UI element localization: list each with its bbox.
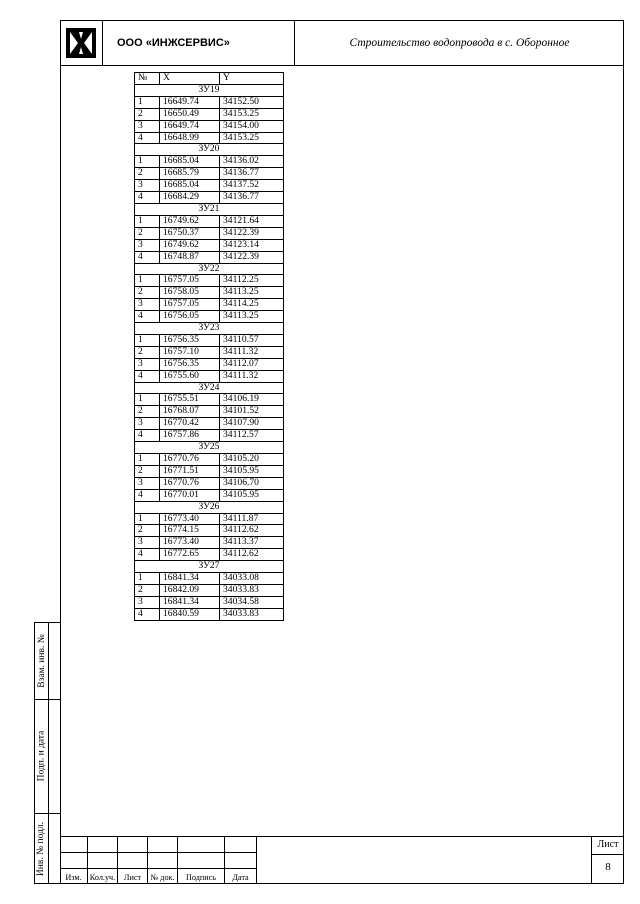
x-coordinate-cell: 16842.09 xyxy=(160,584,220,596)
stamp-col-data xyxy=(225,837,257,884)
table-row xyxy=(135,549,284,561)
point-number-cell: 1 xyxy=(135,275,160,287)
point-number-cell: 2 xyxy=(135,287,160,299)
group-title: ЗУ23 xyxy=(135,323,284,335)
y-coordinate-cell: 34112.07 xyxy=(220,358,284,370)
x-coordinate-cell: 16685.04 xyxy=(160,180,220,192)
point-number-cell: 2 xyxy=(135,346,160,358)
point-number-cell: 2 xyxy=(135,227,160,239)
sheet-label: Лист xyxy=(592,839,624,855)
point-number-cell: 3 xyxy=(135,299,160,311)
table-group-row xyxy=(135,501,284,513)
y-coordinate-cell: 34112.57 xyxy=(220,430,284,442)
x-coordinate-cell: 16649.74 xyxy=(160,120,220,132)
point-number-cell: 4 xyxy=(135,251,160,263)
column-header-y: Y xyxy=(220,73,284,85)
y-coordinate-cell: 34111.32 xyxy=(220,346,284,358)
y-coordinate-cell: 34112.62 xyxy=(220,525,284,537)
y-coordinate-cell: 34033.83 xyxy=(220,608,284,620)
y-coordinate-cell: 34033.08 xyxy=(220,573,284,585)
point-number-cell: 4 xyxy=(135,608,160,620)
sheet-number-box xyxy=(591,837,624,884)
point-number-cell: 2 xyxy=(135,525,160,537)
point-number-cell: 3 xyxy=(135,239,160,251)
table-row xyxy=(135,394,284,406)
group-title: ЗУ26 xyxy=(135,501,284,513)
y-coordinate-cell: 34111.32 xyxy=(220,370,284,382)
table-group-row xyxy=(135,323,284,335)
point-number-cell: 3 xyxy=(135,537,160,549)
table-group-row xyxy=(135,561,284,573)
side-label-podp xyxy=(35,699,48,813)
table-row xyxy=(135,465,284,477)
side-label-podp-text: Подп. и дата xyxy=(36,730,47,782)
stamp-label-izm: Изм. xyxy=(65,873,82,882)
point-number-cell: 4 xyxy=(135,192,160,204)
sheet-number: 8 xyxy=(605,861,611,873)
table-row xyxy=(135,346,284,358)
point-number-cell: 1 xyxy=(135,215,160,227)
table-row xyxy=(135,227,284,239)
x-coordinate-cell: 16771.51 xyxy=(160,465,220,477)
stamp-row-line xyxy=(60,852,257,853)
stamp-col-podpis xyxy=(178,837,225,884)
point-number-cell: 3 xyxy=(135,120,160,132)
table-row xyxy=(135,215,284,227)
table-row xyxy=(135,120,284,132)
table-group-row xyxy=(135,263,284,275)
x-coordinate-cell: 16770.01 xyxy=(160,489,220,501)
x-coordinate-cell: 16774.15 xyxy=(160,525,220,537)
y-coordinate-cell: 34121.64 xyxy=(220,215,284,227)
x-coordinate-cell: 16749.62 xyxy=(160,215,220,227)
table-row xyxy=(135,96,284,108)
side-label-vzam xyxy=(35,623,48,699)
stamp-label-ndok: № док. xyxy=(150,873,175,882)
x-coordinate-cell: 16755.60 xyxy=(160,370,220,382)
table-row xyxy=(135,334,284,346)
table-row xyxy=(135,537,284,549)
x-coordinate-cell: 16841.34 xyxy=(160,573,220,585)
x-coordinate-cell: 16648.99 xyxy=(160,132,220,144)
x-coordinate-cell: 16773.40 xyxy=(160,537,220,549)
x-coordinate-cell: 16748.87 xyxy=(160,251,220,263)
x-coordinate-cell: 16755.51 xyxy=(160,394,220,406)
group-title: ЗУ20 xyxy=(135,144,284,156)
x-coordinate-cell: 16772.65 xyxy=(160,549,220,561)
x-coordinate-cell: 16749.62 xyxy=(160,239,220,251)
document-header xyxy=(60,20,624,66)
point-number-cell: 3 xyxy=(135,358,160,370)
y-coordinate-cell: 34110.57 xyxy=(220,334,284,346)
table-row xyxy=(135,132,284,144)
y-coordinate-cell: 34105.95 xyxy=(220,465,284,477)
table-row xyxy=(135,608,284,620)
y-coordinate-cell: 34122.39 xyxy=(220,251,284,263)
table-row xyxy=(135,584,284,596)
side-label-inv-text: Инв. № подл. xyxy=(36,821,47,877)
y-coordinate-cell: 34122.39 xyxy=(220,227,284,239)
stamp-col-list xyxy=(118,837,148,884)
x-coordinate-cell: 16773.40 xyxy=(160,513,220,525)
table-row xyxy=(135,454,284,466)
side-label-vzam-text: Взам. инв. № xyxy=(36,634,47,688)
table-row xyxy=(135,596,284,608)
x-coordinate-cell: 16770.42 xyxy=(160,418,220,430)
y-coordinate-cell: 34112.62 xyxy=(220,549,284,561)
stamp-label-podpis: Подпись xyxy=(185,873,217,882)
table-row xyxy=(135,358,284,370)
x-coordinate-cell: 16770.76 xyxy=(160,477,220,489)
table-row xyxy=(135,513,284,525)
point-number-cell: 3 xyxy=(135,418,160,430)
y-coordinate-cell: 34106.19 xyxy=(220,394,284,406)
table-row xyxy=(135,156,284,168)
x-coordinate-cell: 16840.59 xyxy=(160,608,220,620)
point-number-cell: 2 xyxy=(135,465,160,477)
point-number-cell: 2 xyxy=(135,406,160,418)
table-row xyxy=(135,418,284,430)
point-number-cell: 3 xyxy=(135,477,160,489)
y-coordinate-cell: 34101.52 xyxy=(220,406,284,418)
point-number-cell: 1 xyxy=(135,513,160,525)
x-coordinate-cell: 16756.05 xyxy=(160,311,220,323)
point-number-cell: 1 xyxy=(135,394,160,406)
stamp-col-izm xyxy=(60,837,88,884)
x-coordinate-cell: 16757.05 xyxy=(160,275,220,287)
point-number-cell: 1 xyxy=(135,454,160,466)
group-title: ЗУ27 xyxy=(135,561,284,573)
x-coordinate-cell: 16768.07 xyxy=(160,406,220,418)
y-coordinate-cell: 34113.37 xyxy=(220,537,284,549)
x-coordinate-cell: 16758.05 xyxy=(160,287,220,299)
point-number-cell: 1 xyxy=(135,334,160,346)
point-number-cell: 4 xyxy=(135,311,160,323)
table-row xyxy=(135,477,284,489)
group-title: ЗУ21 xyxy=(135,203,284,215)
table-header-row xyxy=(135,73,284,85)
point-number-cell: 3 xyxy=(135,180,160,192)
y-coordinate-cell: 34113.25 xyxy=(220,287,284,299)
y-coordinate-cell: 34105.20 xyxy=(220,454,284,466)
point-number-cell: 1 xyxy=(135,573,160,585)
stamp-row-line xyxy=(60,868,257,869)
x-coordinate-cell: 16650.49 xyxy=(160,108,220,120)
side-stamp xyxy=(34,622,60,884)
x-coordinate-cell: 16756.35 xyxy=(160,358,220,370)
project-title: Строительство водопровода в с. Оборонное xyxy=(349,36,570,49)
table-row xyxy=(135,311,284,323)
table-row xyxy=(135,299,284,311)
group-title: ЗУ24 xyxy=(135,382,284,394)
table-row xyxy=(135,489,284,501)
side-label-inv xyxy=(35,813,48,885)
y-coordinate-cell: 34123.14 xyxy=(220,239,284,251)
point-number-cell: 2 xyxy=(135,584,160,596)
company-logo xyxy=(60,20,103,65)
stamp-col-ndok xyxy=(148,837,178,884)
y-coordinate-cell: 34105.95 xyxy=(220,489,284,501)
x-coordinate-cell: 16756.35 xyxy=(160,334,220,346)
x-coordinate-cell: 16841.34 xyxy=(160,596,220,608)
table-row xyxy=(135,287,284,299)
x-coordinate-cell: 16684.29 xyxy=(160,192,220,204)
y-coordinate-cell: 34111.87 xyxy=(220,513,284,525)
point-number-cell: 2 xyxy=(135,108,160,120)
stamp-label-kolych: Кол.уч. xyxy=(89,873,116,882)
table-row xyxy=(135,430,284,442)
y-coordinate-cell: 34136.02 xyxy=(220,156,284,168)
coordinates-table-body xyxy=(135,84,284,620)
group-title: ЗУ25 xyxy=(135,442,284,454)
table-row xyxy=(135,275,284,287)
table-row xyxy=(135,108,284,120)
y-coordinate-cell: 34033.83 xyxy=(220,584,284,596)
table-group-row xyxy=(135,144,284,156)
point-number-cell: 4 xyxy=(135,132,160,144)
stamp-label-list: Лист xyxy=(123,873,142,882)
point-number-cell: 1 xyxy=(135,96,160,108)
group-title: ЗУ22 xyxy=(135,263,284,275)
table-row xyxy=(135,573,284,585)
table-row xyxy=(135,370,284,382)
y-coordinate-cell: 34113.25 xyxy=(220,311,284,323)
group-title: ЗУ19 xyxy=(135,84,284,96)
x-coordinate-cell: 16757.86 xyxy=(160,430,220,442)
table-group-row xyxy=(135,382,284,394)
table-row xyxy=(135,239,284,251)
point-number-cell: 3 xyxy=(135,596,160,608)
point-number-cell: 4 xyxy=(135,430,160,442)
point-number-cell: 4 xyxy=(135,370,160,382)
stamp-col-kolych xyxy=(88,837,118,884)
table-group-row xyxy=(135,442,284,454)
x-coordinate-cell: 16757.05 xyxy=(160,299,220,311)
coordinates-table xyxy=(134,72,284,621)
y-coordinate-cell: 34153.25 xyxy=(220,108,284,120)
side-stamp-divider xyxy=(48,623,49,883)
y-coordinate-cell: 34137.52 xyxy=(220,180,284,192)
y-coordinate-cell: 34112.25 xyxy=(220,275,284,287)
table-row xyxy=(135,406,284,418)
table-row xyxy=(135,525,284,537)
point-number-cell: 2 xyxy=(135,168,160,180)
point-number-cell: 4 xyxy=(135,549,160,561)
y-coordinate-cell: 34152.50 xyxy=(220,96,284,108)
table-group-row xyxy=(135,203,284,215)
column-header-number: № xyxy=(135,73,160,85)
column-header-x: X xyxy=(160,73,220,85)
inzhservis-logo-icon xyxy=(65,27,97,59)
table-row xyxy=(135,192,284,204)
y-coordinate-cell: 34114.25 xyxy=(220,299,284,311)
stamp-label-data: Дата xyxy=(232,873,249,882)
y-coordinate-cell: 34107.90 xyxy=(220,418,284,430)
y-coordinate-cell: 34136.77 xyxy=(220,168,284,180)
point-number-cell: 1 xyxy=(135,156,160,168)
x-coordinate-cell: 16685.79 xyxy=(160,168,220,180)
x-coordinate-cell: 16757.10 xyxy=(160,346,220,358)
y-coordinate-cell: 34034.58 xyxy=(220,596,284,608)
x-coordinate-cell: 16685.04 xyxy=(160,156,220,168)
table-row xyxy=(135,168,284,180)
company-name: ООО «ИНЖСЕРВИС» xyxy=(103,20,295,65)
y-coordinate-cell: 34106.70 xyxy=(220,477,284,489)
point-number-cell: 4 xyxy=(135,489,160,501)
bottom-stamp xyxy=(60,836,624,884)
table-group-row xyxy=(135,84,284,96)
table-row xyxy=(135,180,284,192)
x-coordinate-cell: 16649.74 xyxy=(160,96,220,108)
table-row xyxy=(135,251,284,263)
x-coordinate-cell: 16770.76 xyxy=(160,454,220,466)
y-coordinate-cell: 34136.77 xyxy=(220,192,284,204)
y-coordinate-cell: 34153.25 xyxy=(220,132,284,144)
x-coordinate-cell: 16750.37 xyxy=(160,227,220,239)
y-coordinate-cell: 34154.00 xyxy=(220,120,284,132)
